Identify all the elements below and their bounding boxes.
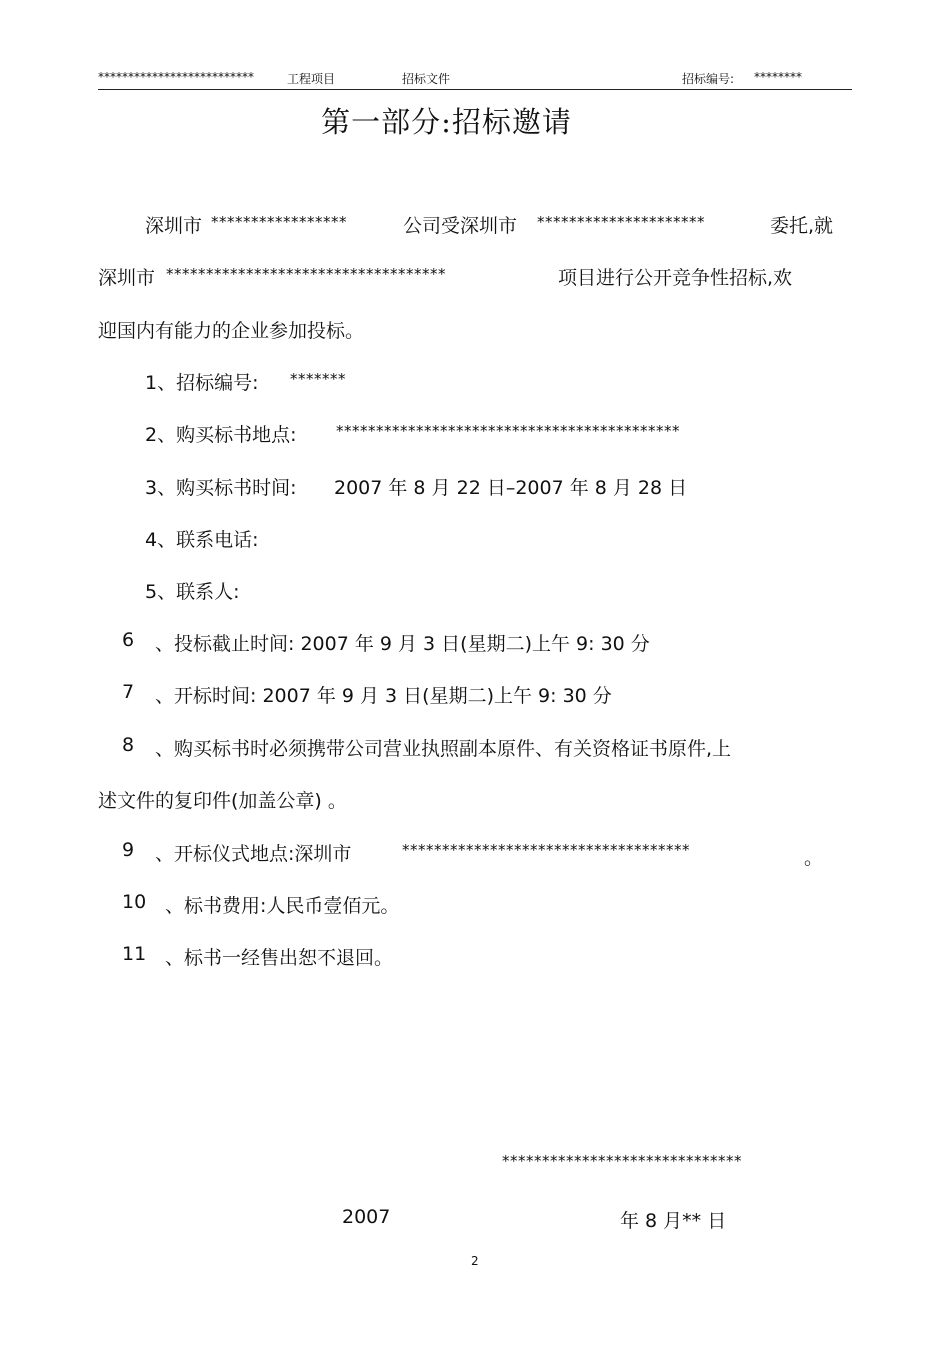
- item-8-text: 、购买标书时必须携带公司营业执照副本原件、有关资格证书原件,上: [155, 738, 732, 760]
- intro-l1-mid: 公司受深圳市: [403, 215, 518, 237]
- item-6-text: 、投标截止时间: 2007 年 9 月 3 日(星期二)上午 9: 30 分: [155, 633, 650, 655]
- signature-stars: ******************************: [502, 1152, 742, 1170]
- item-9-stars: ************************************: [402, 841, 690, 859]
- item-9-text: 、开标仪式地点:深圳市: [155, 843, 352, 865]
- signature-year: 2007: [342, 1206, 391, 1228]
- header-stars: **************************: [98, 70, 254, 84]
- item-4-label: 4、联系电话:: [145, 529, 259, 551]
- intro-l1-stars: *****************: [211, 213, 347, 231]
- item-2-value: *******************************************: [336, 422, 680, 440]
- item-5-label: 5、联系人:: [145, 581, 240, 603]
- item-10-text: 、标书费用:人民币壹佰元。: [165, 895, 400, 917]
- header-rule: [98, 89, 852, 90]
- item-10-number: 10: [122, 891, 147, 913]
- item-7-text: 、开标时间: 2007 年 9 月 3 日(星期二)上午 9: 30 分: [155, 685, 612, 707]
- item-1-label: 1、招标编号:: [145, 372, 259, 394]
- intro-l1-end: 委托,就: [770, 215, 834, 237]
- item-11-number: 11: [122, 943, 147, 965]
- header-project: 工程项目: [287, 72, 336, 86]
- item-3-label: 3、购买标书时间:: [145, 477, 297, 499]
- item-1-value: *******: [290, 370, 346, 388]
- item-2-label: 2、购买标书地点:: [145, 424, 297, 446]
- intro-l3: 迎国内有能力的企业参加投标。: [98, 320, 365, 342]
- item-8-number: 8: [122, 734, 135, 756]
- intro-l2-city: 深圳市: [98, 267, 156, 289]
- header-bid-no-value: ********: [754, 70, 802, 84]
- item-7-number: 7: [122, 681, 135, 703]
- page-title: 第一部分:招标邀请: [321, 105, 572, 139]
- page-number: 2: [471, 1254, 479, 1268]
- intro-l2-end: 项目进行公开竞争性招标,欢: [558, 267, 793, 289]
- item-9-number: 9: [122, 839, 135, 861]
- item-8-continuation: 述文件的复印件(加盖公章) 。: [98, 790, 347, 812]
- signature-date: 年 8 月** 日: [620, 1210, 727, 1232]
- item-9-end: 。: [804, 847, 824, 869]
- intro-l1-city: 深圳市: [145, 215, 203, 237]
- header-bid-no-label: 招标编号:: [682, 72, 735, 86]
- item-6-number: 6: [122, 629, 135, 651]
- item-3-value: 2007 年 8 月 22 日–2007 年 8 月 28 日: [334, 477, 688, 499]
- intro-l2-stars: ***********************************: [166, 265, 446, 283]
- intro-l1-stars2: *********************: [537, 213, 705, 231]
- item-11-text: 、标书一经售出恕不退回。: [165, 947, 394, 969]
- header-doc-type: 招标文件: [402, 72, 451, 86]
